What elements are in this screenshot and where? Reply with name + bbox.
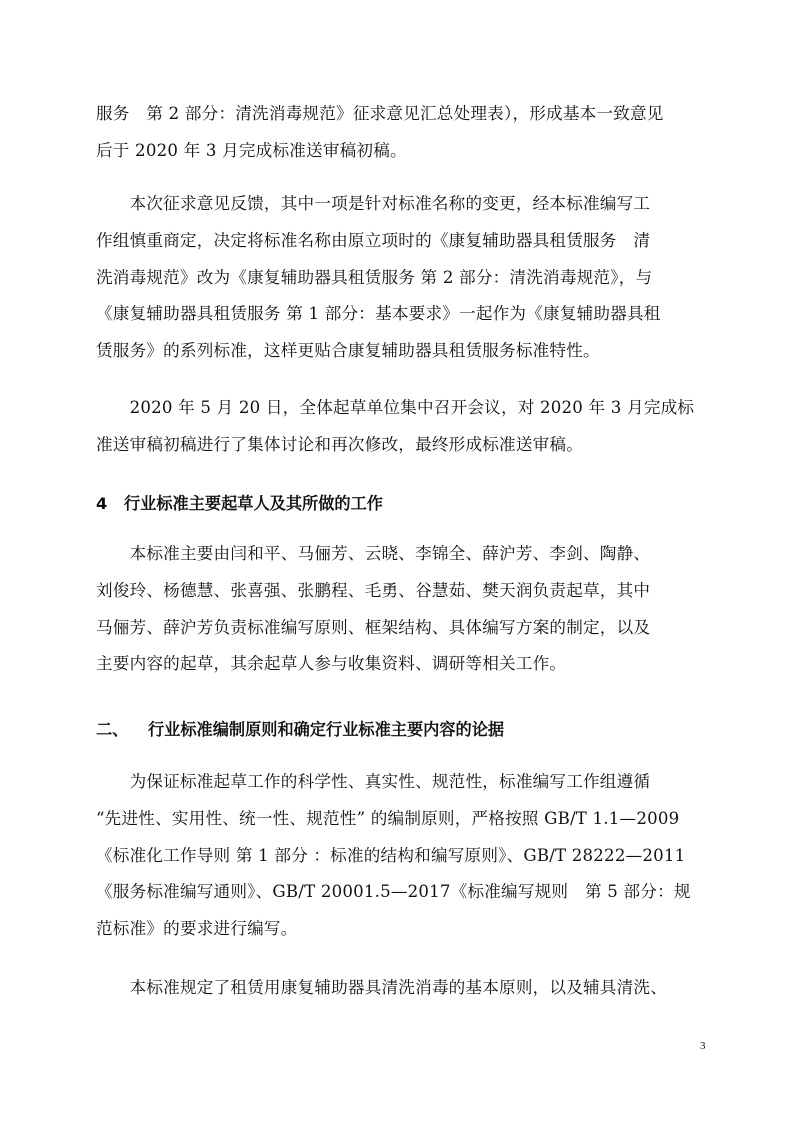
text-line: “先进性、实用性、统一性、规范性” 的编制原则，严格按照 GB/T 1.1—2009 [96, 808, 680, 828]
text-line: 马俪芳、薛沪芳负责标准编写原则、框架结构、具体编写方案的制定，以及 [96, 617, 651, 637]
paragraph-3 [96, 390, 720, 464]
text-line: 赁服务》的系列标准，这样更贴合康复辅助器具租赁服务标准特性。 [96, 341, 600, 361]
section-heading-2 [96, 712, 720, 749]
text-line: 主要内容的起草，其余起草人参与收集资料、调研等相关工作。 [96, 654, 567, 674]
text-line: 本次征求意见反馈，其中一项是针对标准名称的变更，经本标准编写工 [96, 194, 651, 213]
paragraph-5 [96, 764, 720, 948]
text-line: 为保证标准起草工作的科学性、真实性、规范性，标准编写工作组遵循 [96, 772, 651, 791]
section-number: 4 [96, 494, 108, 513]
text-line: 后于 2020 年 3 月完成标准送审稿初稿。 [96, 140, 407, 160]
text-line: 范标准》的要求进行编写。 [96, 919, 298, 939]
paragraph-4 [96, 536, 720, 683]
section-heading-4 [96, 486, 720, 523]
text-line: 作组慎重商定，决定将标准名称由原立项时的《康复辅助器具租赁服务 清 [96, 230, 651, 250]
paragraph-1 [96, 96, 720, 170]
page-number: 3 [700, 1040, 706, 1052]
text-line: 准送审稿初稿进行了集体讨论和再次修改，最终形成标准送审稿。 [96, 434, 584, 454]
section-title: 行业标准编制原则和确定行业标准主要内容的论据 [148, 720, 505, 739]
text-line: 本标准主要由闫和平、马俪芳、云晓、李锦全、薛沪芳、李剑、陶静、 [96, 544, 651, 563]
text-line: 《康复辅助器具租赁服务 第 1 部分：基本要求》一起作为《康复辅助器具租 [96, 304, 661, 324]
text-line: 服务 第 2 部分：清洗消毒规范》征求意见汇总处理表），形成基本一致意见 [96, 104, 664, 123]
text-line: 洗消毒规范》改为《康复辅助器具租赁服务 第 2 部分：清洗消毒规范》，与 [96, 267, 653, 287]
text-line: 2020 年 5 月 20 日，全体起草单位集中召开会议，对 2020 年 3 月完成标 [96, 398, 695, 417]
text-line: 《标准化工作导则 第 1 部分 ：标准的结构和编写原则》、GB/T 28222—2011 [96, 845, 686, 865]
text-line: 本标准规定了租赁用康复辅助器具清洗消毒的基本原则，以及辅具清洗、 [96, 978, 667, 997]
section-title: 行业标准主要起草人及其所做的工作 [124, 494, 383, 513]
paragraph-2 [96, 186, 720, 370]
text-line: 《服务标准编写通则》、GB/T 20001.5—2017《标准编写规则 第 5 部分：规 [96, 882, 691, 902]
section-number: 二、 [96, 720, 129, 739]
paragraph-6 [96, 970, 720, 1007]
text-line: 刘俊玲、杨德慧、张喜强、张鹏程、毛勇、谷慧茹、樊天润负责起草，其中 [96, 580, 651, 600]
